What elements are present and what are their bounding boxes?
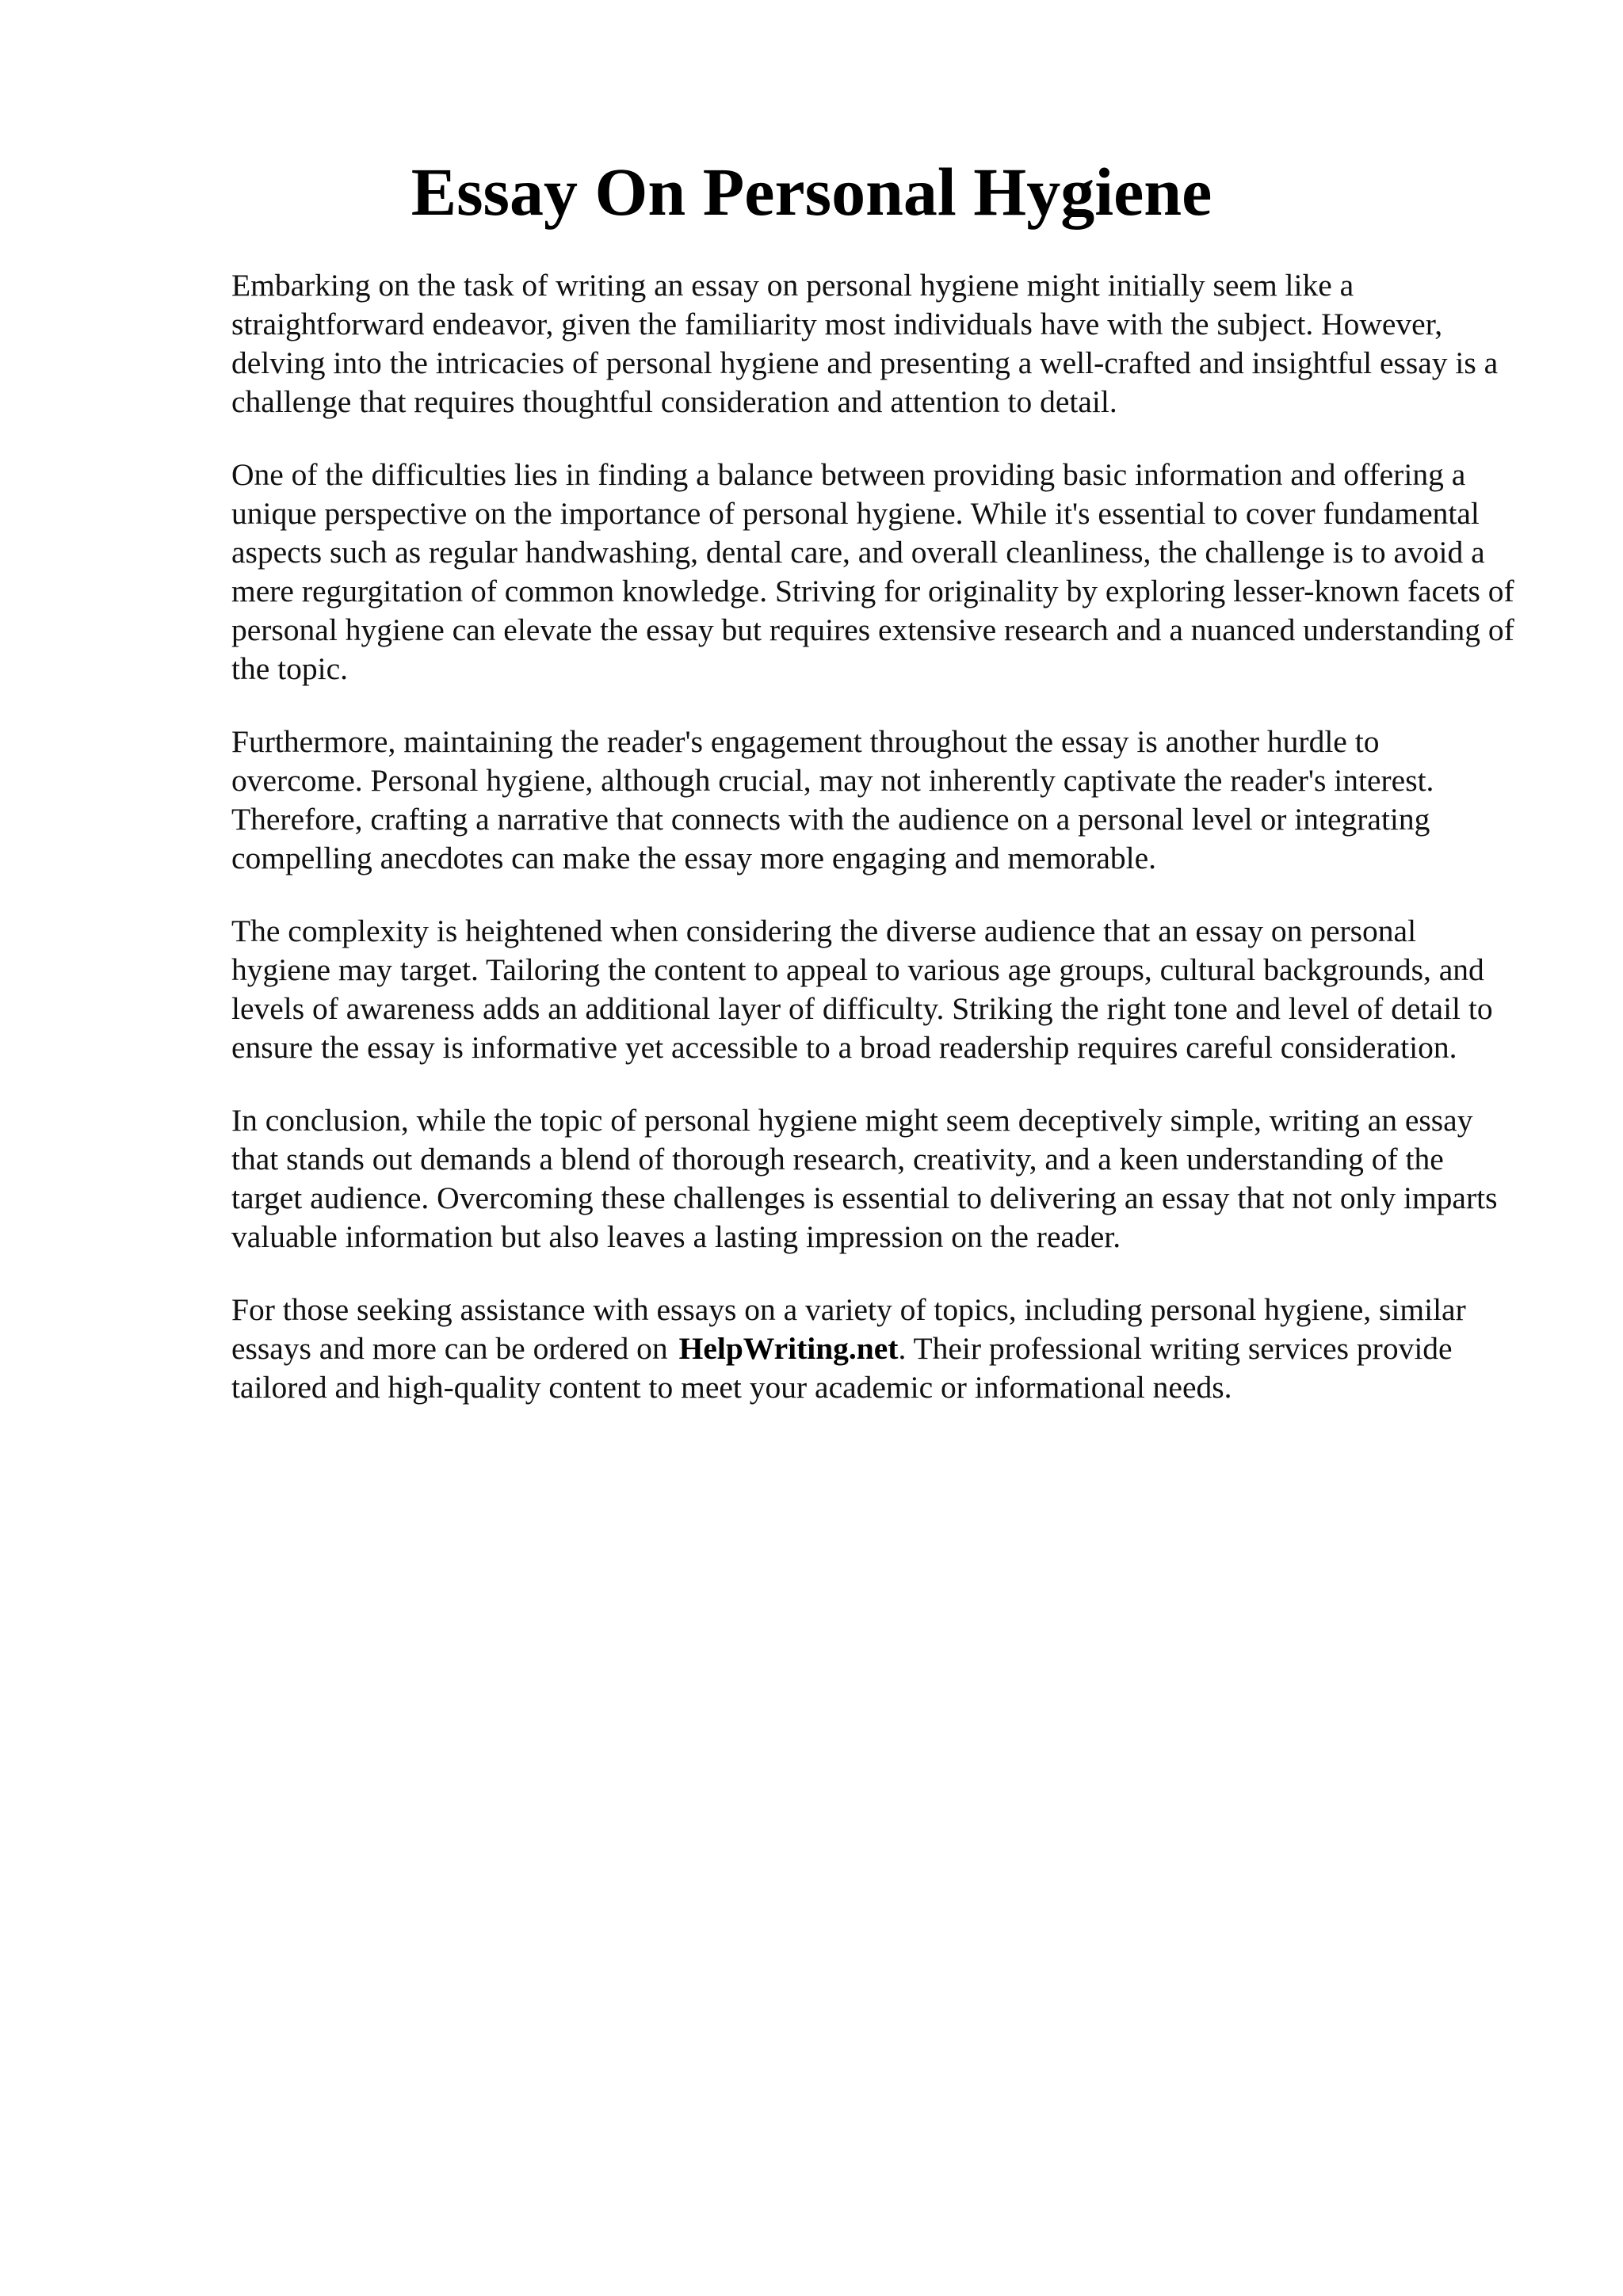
essay-title: Essay On Personal Hygiene — [411, 154, 1212, 230]
closing-text-before: For those seeking assistance with essays on a variety of topics, including personal hygiene, similar essays and more can be ordered on — [231, 1292, 1466, 1366]
paragraph-4: The complexity is heightened when considering the diverse audience that an essay on personal hygiene may target. Tailoring the content to appeal to various age groups, cultural backgrounds, and levels of awareness adds an additional layer of difficulty. Striking the right tone and level of detail to ensure the essay is informative yet accessible to a broad readership requires careful consideration. — [231, 913, 1493, 1065]
paragraph-5: In conclusion, while the topic of personal hygiene might seem deceptively simple, writing an essay that stands out demands a blend of thorough research, creativity, and a keen understanding of the target audience. Overcoming these challenges is essential to delivering an essay that not only imparts valuable information but also leaves a lasting impression on the reader. — [231, 1103, 1498, 1254]
paragraph-1: Embarking on the task of writing an essay on personal hygiene might initially seem like a straightforward endeavor, given the familiarity most individuals have with the subject. However, delving into the intricacies of personal hygiene and presenting a well-crafted and insightful essay is a challenge that requires thoughtful consideration and attention to detail. — [231, 268, 1499, 419]
paragraph-closing — [231, 1291, 1515, 1407]
paragraph-3: Furthermore, maintaining the reader's engagement throughout the essay is another hurdle to overcome. Personal hygiene, although crucial, may not inherently captivate the reader's interest. Therefore, crafting a narrative that connects with the audience on a personal level or integrating compelling anecdotes can make the essay more engaging and memorable. — [231, 724, 1434, 875]
paragraph-2: One of the difficulties lies in finding a balance between providing basic information and offering a unique perspective on the importance of personal hygiene. While it's essential to cover fundamental aspects such as regular handwashing, dental care, and overall cleanliness, the challenge is to avoid a mere regurgitation of common knowledge. Striving for originality by exploring lesser-known facets of personal hygiene can elevate the essay but requires extensive research and a nuanced understanding of the topic. — [231, 457, 1514, 686]
closing-text-after: . Their professional writing services provide tailored and high-quality content to meet your academic or informational needs. — [231, 1331, 1453, 1405]
brand-link[interactable]: HelpWriting.net — [678, 1331, 899, 1366]
essay-body — [231, 266, 1515, 1441]
